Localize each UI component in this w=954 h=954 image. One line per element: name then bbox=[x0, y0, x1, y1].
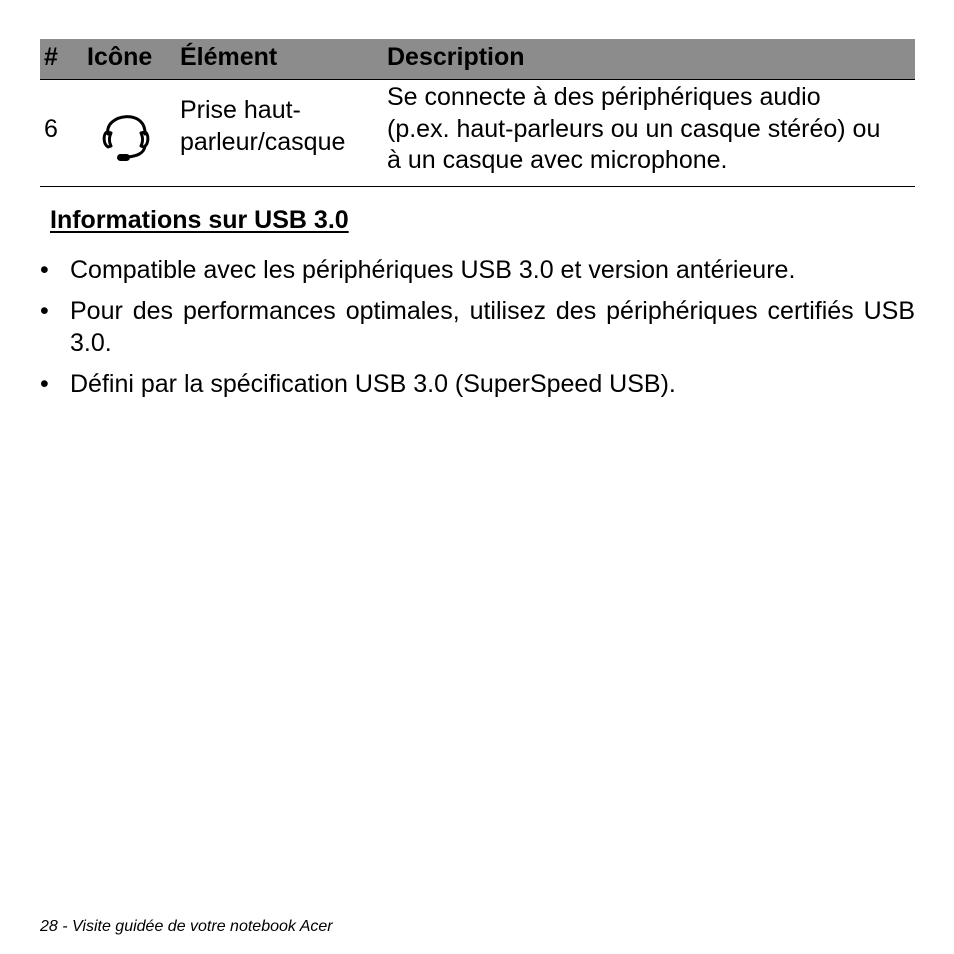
header-icon: Icône bbox=[87, 43, 153, 71]
section-title: Informations sur USB 3.0 bbox=[50, 206, 349, 234]
header-num: # bbox=[44, 43, 58, 71]
list-item bbox=[40, 295, 915, 359]
table-row bbox=[40, 80, 915, 187]
element-name: Prise haut- parleur/casque bbox=[180, 96, 346, 156]
usb-info-list bbox=[40, 254, 915, 409]
element-description: Se connecte à des périphériques audio (p.ex. haut-parleurs ou un casque stéréo) ou à un casque avec microphone. bbox=[387, 83, 881, 174]
header-element: Élément bbox=[180, 43, 278, 71]
bullet-icon: • bbox=[40, 297, 49, 325]
row-number: 6 bbox=[44, 115, 58, 143]
bullet-icon: • bbox=[40, 256, 49, 284]
list-item bbox=[40, 254, 915, 286]
components-table bbox=[40, 39, 915, 187]
header-description: Description bbox=[387, 43, 525, 71]
page-footer: 28 - Visite guidée de votre notebook Acer bbox=[40, 918, 333, 935]
list-item-text: Défini par la spécification USB 3.0 (SuperSpeed USB). bbox=[70, 370, 676, 398]
table-header bbox=[40, 39, 915, 80]
headset-icon bbox=[100, 104, 152, 164]
list-item-text: Compatible avec les périphériques USB 3.0 et version antérieure. bbox=[70, 256, 796, 284]
list-item bbox=[40, 368, 915, 400]
list-item-text: Pour des performances optimales, utilisez des périphériques certifiés USB 3.0. bbox=[70, 297, 915, 357]
bullet-icon: • bbox=[40, 370, 49, 398]
